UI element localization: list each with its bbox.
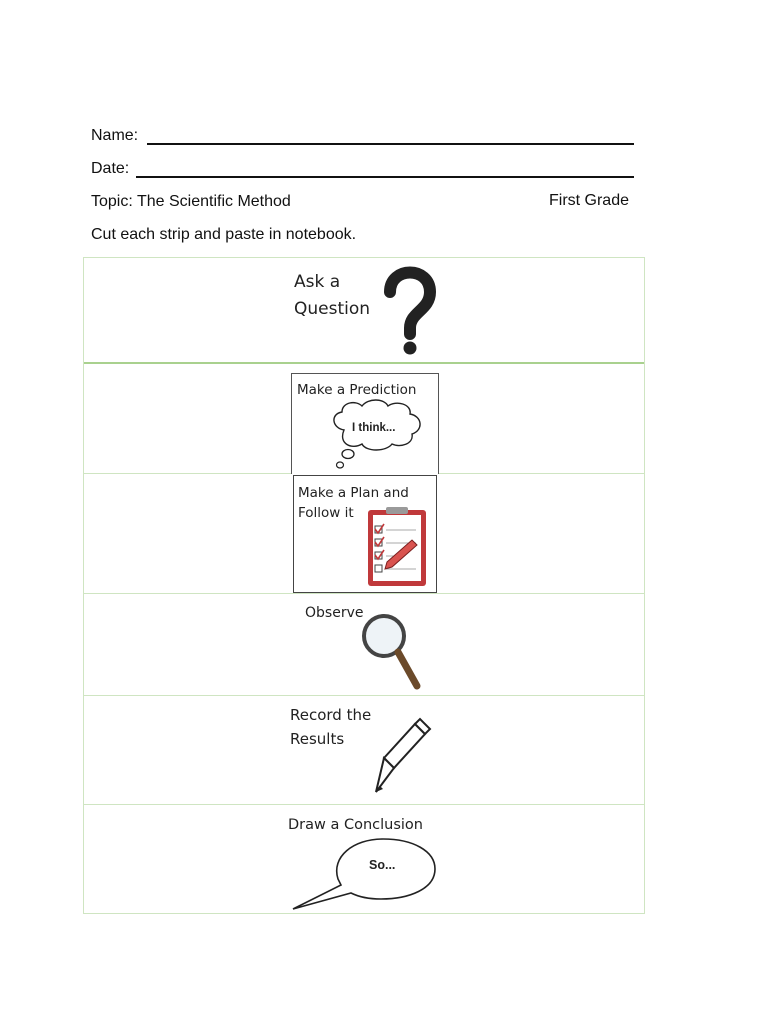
name-label: Name: [91, 127, 139, 144]
prediction-bubble-text: I think... [352, 422, 396, 434]
observe-card [301, 596, 425, 693]
grade-text: First Grade [548, 192, 629, 209]
ask-question-line2: Question [294, 299, 371, 319]
strip-row-prediction [84, 364, 644, 474]
pencil-icon [376, 719, 430, 792]
thought-bubble-icon [334, 400, 420, 468]
conclusion-bubble-text: So... [369, 858, 396, 872]
observe-title: Observe [305, 605, 364, 621]
conclusion-card [283, 805, 443, 913]
strip-row-record [84, 696, 644, 805]
strip-row-conclusion [84, 805, 644, 913]
prediction-card [291, 373, 439, 474]
prediction-title: Make a Prediction [297, 382, 417, 398]
plan-title-line1: Make a Plan and [298, 485, 409, 501]
record-title-line1: Record the [290, 706, 372, 724]
question-mark-icon [390, 273, 430, 355]
magnifying-glass-icon [364, 616, 417, 686]
plan-title-line2: Follow it [298, 505, 354, 521]
date-field [91, 159, 129, 179]
date-blank-line [136, 176, 634, 178]
conclusion-title: Draw a Conclusion [288, 817, 423, 833]
strip-row-plan [84, 474, 644, 594]
name-blank-line [147, 143, 634, 145]
strip-table [83, 257, 645, 914]
plan-card [293, 475, 437, 593]
ask-question-card [290, 260, 438, 360]
date-label: Date: [91, 160, 130, 177]
topic-text: Topic: The Scientific Method [91, 193, 291, 210]
speech-bubble-icon [293, 839, 435, 909]
instruction-text: Cut each strip and paste in notebook. [91, 226, 357, 243]
strip-row-observe [84, 594, 644, 696]
clipboard-checklist-icon [368, 507, 426, 586]
record-title-line2: Results [290, 730, 345, 748]
strip-row-ask-question [84, 258, 644, 364]
name-field [91, 126, 138, 146]
ask-question-line1: Ask a [294, 272, 341, 292]
record-card [284, 698, 442, 802]
